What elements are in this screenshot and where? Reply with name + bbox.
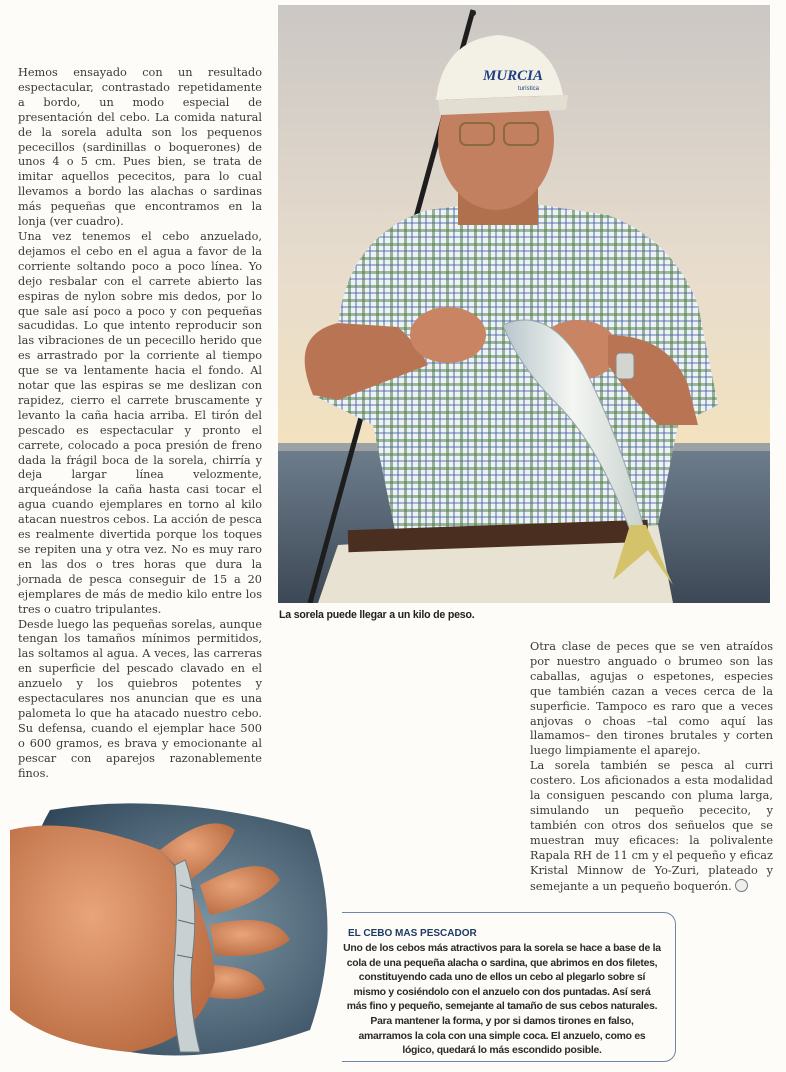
sidebar-text: Uno de los cebos más atractivos para la sorela se hace a base de la cola de una pequeña alacha o sardina, que abrimos en dos filetes, constituyendo cada uno de ellos un cebo al plegarlo sobre sí mismo y cosiéndolo con el anzuelo con dos puntadas. Así será más fino y pequeño, semejante al tamaño de sus cebos naturales. Para mantener la forma, y por si damos tirones en falso, amarramos la cola con una simple coca. El anzuelo, como es lógico, quedará lo más escondido posible. bbox=[343, 943, 661, 1057]
right-text-column bbox=[530, 640, 773, 894]
left-text-column bbox=[18, 66, 262, 782]
photo-caption: La sorela puede llegar a un kilo de peso. bbox=[279, 609, 475, 621]
sidebar-title: EL CEBO MAS PESCADOR bbox=[348, 928, 477, 939]
sidebar-body bbox=[343, 942, 661, 1059]
cap-logo: MURCIA bbox=[483, 68, 544, 84]
paragraph: Otra clase de peces que se ven atraídos por nuestro anguado o brumeo son las caballas, agujas o espetones, especies que también cazan a veces cerca de la superficie. Tampoco es raro que a veces anjovas o choas –tal como aquí las llamamos– den tirones brutales y corten luego limpiamente el aparejo. bbox=[530, 640, 773, 758]
bait-hand-photo bbox=[10, 790, 340, 1060]
paragraph: Una vez tenemos el cebo anzuelado, dejamos el cebo en el agua a favor de la corriente soltando poco a poco línea. Yo dejo resbalar con el carrete abierto las espiras de nylon sobre mis dedos, por lo que sale así poco a poco y con pequeñas sacudidas. Lo que intento reproducir son las vibraciones de un pececillo herido que es arrastrado por la corriente al tiempo que se va lentamente hacia el fondo. Al notar que las espiras se me deslizan con rapidez, cierro el carrete bruscamente y levanto la caña hacia arriba. El tirón del pescado es espectacular y pronto el carrete, colocado a poca presión de freno dada la frágil boca de la sorela, chirría y deja largar línea velozmente, arqueándose la caña hasta casi tocar el agua cuando ejemplares en torno al kilo atacan nuestros cebos. La acción de pesca es realmente divertida porque los toques se repiten una y otra vez. No es muy raro en las dos o tres horas que dura la jornada de pesca conseguir de 15 a 20 ejemplares de más de medio kilo entre los tres o cuatro tripulantes. bbox=[18, 229, 262, 616]
cap-logo-sub: turística bbox=[518, 86, 540, 92]
end-of-article-icon bbox=[735, 879, 748, 892]
fisherman-photo bbox=[278, 5, 770, 603]
paragraph bbox=[530, 759, 773, 894]
paragraph: Desde luego las pequeñas sorelas, aunque tengan los tamaños mínimos permitidos, las soltamos al agua. A veces, las carreras en superficie del pescado clavado en el anzuelo y los quiebros potentes y espectaculares nos anuncian que es una palometa lo que ha atacado nuestro cebo. Su defensa, cuando el ejemplar hace 500 o 600 gramos, es brava y emocionante al pescar con aparejos razonablemente finos. bbox=[18, 617, 262, 780]
paragraph-text: La sorela también se pesca al curri costero. Los aficionados a esta modalidad la consiguen pescando con pluma larga, simulando un pequeño pececito, y también con otros dos señuelos que se muestran muy eficaces: la polivalente Rapala RH de 11 cm y el pequeño y eficaz Kristal Minnow de Yo-Zuri, plateado y semejante a un pequeño boquerón. bbox=[530, 759, 773, 893]
paragraph: Hemos ensayado con un resultado espectacular, contrastado repetidamente a bordo, un modo especial de presentación del cebo. La comida natural de la sorela adulta son los pequenos pececillos (sardinillas o boquerones) de unos 4 o 5 cm. Pues bien, se trata de imitar aquellos pececitos, para lo cual llevamos a bordo las alachas o sardinas más pequeñas que encontramos en la lonja (ver cuadro). bbox=[18, 66, 262, 229]
